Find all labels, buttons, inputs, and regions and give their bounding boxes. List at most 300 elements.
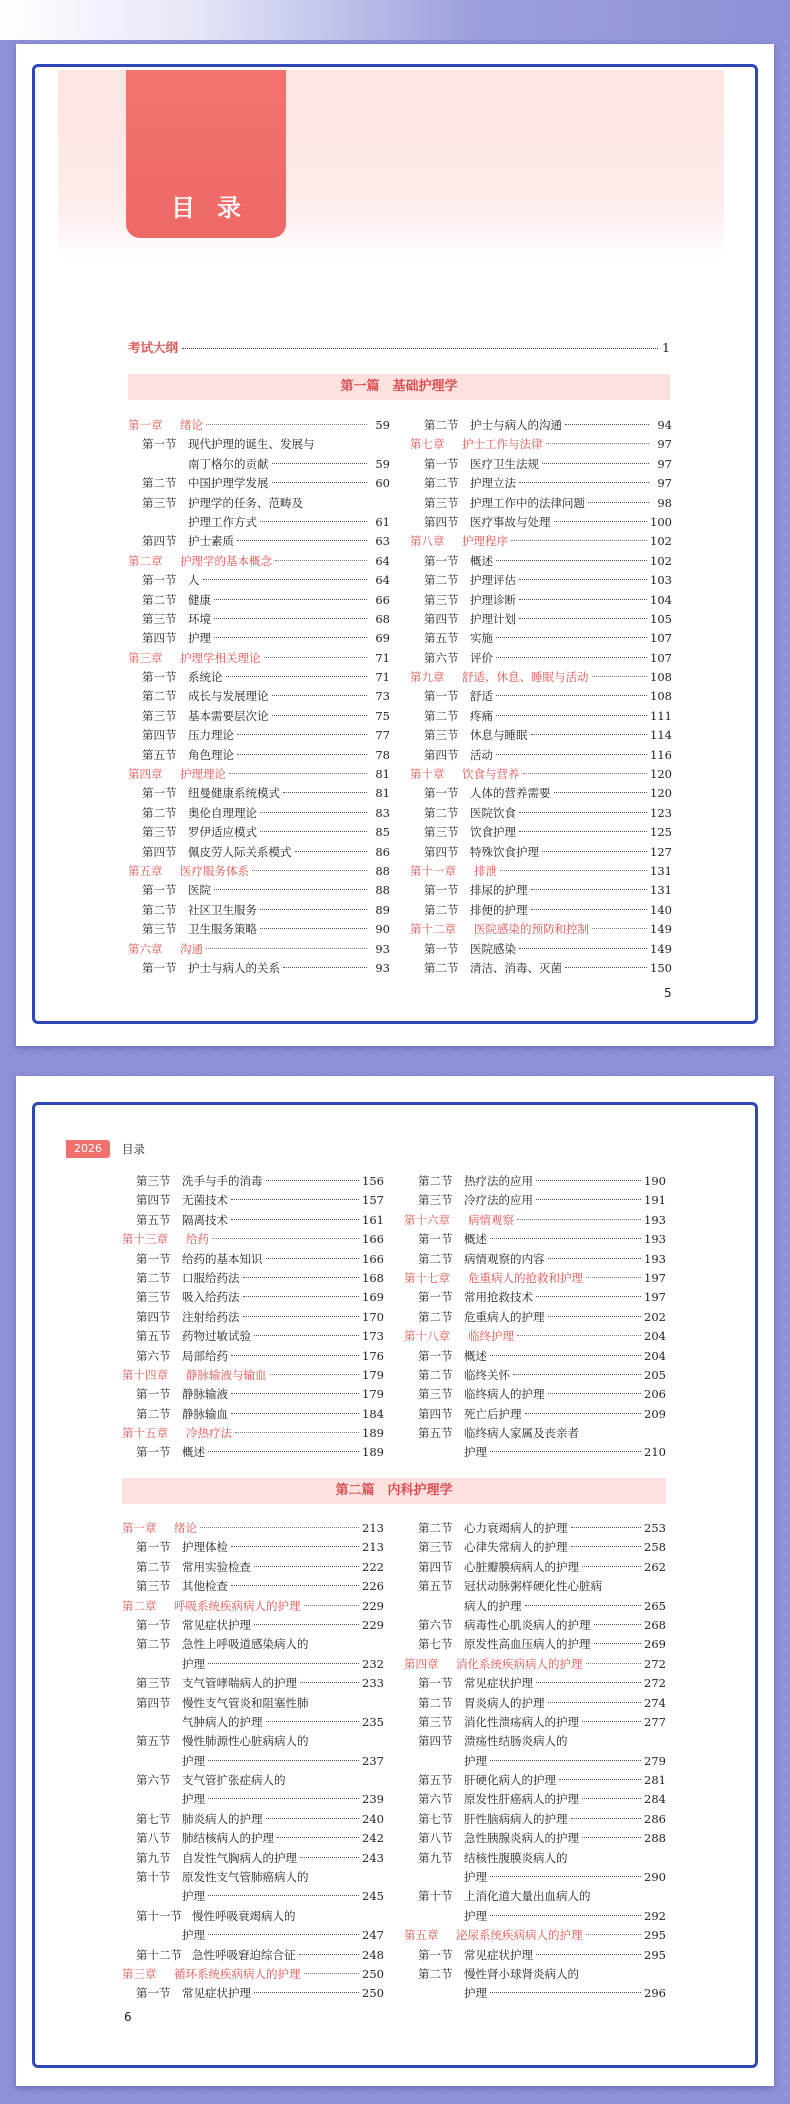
dot-leader bbox=[531, 734, 648, 735]
toc-entry-number: 第五节 bbox=[136, 1734, 171, 1749]
toc-entry-number: 第二节 bbox=[418, 1367, 453, 1382]
outline-entry[interactable] bbox=[128, 338, 670, 356]
toc-chapter-row[interactable] bbox=[128, 552, 390, 571]
toc-continuation-row[interactable] bbox=[122, 1655, 384, 1674]
toc-section-row[interactable] bbox=[410, 746, 672, 765]
dot-leader bbox=[254, 1992, 359, 1993]
toc-entry-title: 病情观察的内容 bbox=[464, 1251, 545, 1266]
toc-section-row[interactable] bbox=[122, 1984, 384, 2003]
toc-section-row[interactable] bbox=[122, 1250, 384, 1269]
toc-entry-title: 舒适、休息、睡眠与活动 bbox=[462, 670, 589, 685]
toc-entry-page: 61 bbox=[375, 514, 390, 529]
toc-entry-page: 88 bbox=[375, 883, 390, 898]
toc-entry-page: 295 bbox=[644, 1928, 666, 1943]
toc-section-row[interactable] bbox=[122, 1732, 384, 1751]
toc-entry-title: 护士与病人的沟通 bbox=[470, 418, 562, 432]
outline-page: 1 bbox=[662, 340, 670, 355]
toc-entry-title: 隔离技术 bbox=[182, 1212, 228, 1227]
toc-section-row[interactable] bbox=[410, 687, 672, 706]
toc-entry-number: 第二节 bbox=[418, 1251, 453, 1266]
toc-entry-page: 98 bbox=[657, 495, 672, 510]
toc-section-row[interactable] bbox=[410, 494, 672, 513]
toc-entry-page: 71 bbox=[375, 650, 390, 665]
dot-leader bbox=[592, 928, 647, 929]
toc-section-row[interactable] bbox=[122, 1269, 384, 1288]
toc-entry-title: 急性上呼吸道感染病人的 bbox=[182, 1637, 309, 1652]
toc-section-row[interactable] bbox=[122, 1868, 384, 1887]
toc-entry-number: 第十四章 bbox=[122, 1367, 168, 1382]
toc-section-row[interactable] bbox=[410, 571, 672, 590]
toc-entry-title: 压力理论 bbox=[188, 728, 234, 743]
toc-entry-page: 100 bbox=[650, 514, 672, 529]
toc-section-row[interactable] bbox=[404, 1674, 666, 1693]
toc-entry-page: 173 bbox=[362, 1329, 384, 1344]
toc-entry-title: 呼吸系统疾病病人的护理 bbox=[174, 1598, 301, 1613]
toc-entry-number: 第一节 bbox=[424, 883, 459, 898]
toc-section-row[interactable] bbox=[404, 1829, 666, 1848]
toc-continuation-row[interactable] bbox=[128, 455, 390, 474]
toc-section-row[interactable] bbox=[404, 1810, 666, 1829]
dot-leader bbox=[272, 482, 368, 483]
toc-section-row[interactable] bbox=[122, 1694, 384, 1713]
toc-continuation-row[interactable] bbox=[404, 1984, 666, 2003]
toc-chapter-row[interactable] bbox=[122, 1965, 384, 1984]
toc-entry-page: 281 bbox=[644, 1773, 666, 1788]
toc-entry-title: 慢性肾小球肾炎病人的 bbox=[464, 1966, 579, 1981]
toc-title: 目录 bbox=[171, 193, 263, 222]
dot-leader bbox=[206, 424, 367, 425]
toc-entry-title: 护士与病人的关系 bbox=[188, 960, 280, 975]
dot-leader bbox=[260, 831, 367, 832]
toc-section-row[interactable] bbox=[128, 435, 390, 454]
toc-section-row[interactable] bbox=[122, 1308, 384, 1327]
toc-entry-number: 第三节 bbox=[136, 1579, 171, 1594]
dot-leader bbox=[295, 851, 368, 852]
toc-chapter-row[interactable] bbox=[128, 765, 390, 784]
toc-section-row[interactable] bbox=[128, 571, 390, 590]
dot-leader bbox=[571, 1818, 642, 1819]
toc-chapter-row[interactable] bbox=[404, 1655, 666, 1674]
toc-section-row[interactable] bbox=[128, 784, 390, 803]
toc-section-row[interactable] bbox=[404, 1558, 666, 1577]
toc-section-row[interactable] bbox=[122, 1771, 384, 1790]
dot-leader bbox=[536, 1954, 641, 1955]
toc-section-row[interactable] bbox=[404, 1230, 666, 1249]
toc-section-row[interactable] bbox=[410, 881, 672, 900]
dot-leader bbox=[231, 1199, 359, 1200]
toc-entry-title: 护理 bbox=[188, 631, 211, 646]
toc-section-row[interactable] bbox=[122, 1558, 384, 1577]
toc-entry-page: 242 bbox=[362, 1831, 384, 1846]
toc-section-row[interactable] bbox=[122, 1443, 384, 1462]
toc-entry-page: 107 bbox=[650, 650, 672, 665]
toc-continuation-row[interactable] bbox=[122, 1790, 384, 1809]
toc-entry-page: 191 bbox=[644, 1193, 666, 1208]
toc-continuation-row[interactable] bbox=[404, 1907, 666, 1926]
toc-entry-title: 基本需要层次论 bbox=[188, 708, 269, 723]
toc-section-row[interactable] bbox=[122, 1191, 384, 1210]
toc-entry-number: 第一节 bbox=[136, 1986, 171, 2001]
toc-section-row[interactable] bbox=[122, 1616, 384, 1635]
toc-entry-title: 排泄 bbox=[474, 863, 497, 878]
toc-entry-page: 166 bbox=[362, 1232, 384, 1247]
toc-section-row[interactable] bbox=[404, 1771, 666, 1790]
toc-chapter-row[interactable] bbox=[404, 1269, 666, 1288]
toc-chapter-row[interactable] bbox=[404, 1211, 666, 1230]
toc-entry-page: 265 bbox=[644, 1598, 666, 1613]
toc-continuation-row[interactable] bbox=[404, 1443, 666, 1462]
toc-section-row[interactable] bbox=[122, 1288, 384, 1307]
toc-entry-title: 医院饮食 bbox=[470, 805, 516, 820]
toc-entry-title: 肺结核病人的护理 bbox=[182, 1831, 274, 1846]
toc-section-row[interactable] bbox=[404, 1946, 666, 1965]
toc-entry-title: 自发性气胸病人的护理 bbox=[182, 1850, 297, 1865]
toc-entry-title: 绪论 bbox=[180, 418, 203, 432]
toc-entry-title: 休息与睡眠 bbox=[470, 728, 528, 743]
toc-entry-number: 第二节 bbox=[418, 1695, 453, 1710]
dot-leader bbox=[260, 928, 367, 929]
toc-entry-title: 饮食与营养 bbox=[462, 767, 520, 782]
toc-entry-title: 临终病人家属及丧亲者 bbox=[464, 1426, 579, 1441]
toc-section-row[interactable] bbox=[410, 940, 672, 959]
toc-entry-title: 护理工作方式 bbox=[188, 514, 257, 529]
dot-leader bbox=[254, 1566, 359, 1567]
toc-section-row[interactable] bbox=[404, 1635, 666, 1654]
toc-entry-number: 第二节 bbox=[424, 708, 459, 723]
toc-section-row[interactable] bbox=[404, 1385, 666, 1404]
toc-chapter-row[interactable] bbox=[122, 1424, 384, 1443]
toc-section-row[interactable] bbox=[128, 726, 390, 745]
toc-continuation-row[interactable] bbox=[404, 1752, 666, 1771]
toc-chapter-row[interactable] bbox=[128, 416, 390, 435]
toc-section-row[interactable] bbox=[404, 1616, 666, 1635]
toc-entry-title: 常见症状护理 bbox=[182, 1617, 251, 1632]
toc-entry-page: 86 bbox=[375, 844, 390, 859]
toc-continuation-row[interactable] bbox=[128, 513, 390, 532]
toc-entry-page: 149 bbox=[650, 922, 672, 937]
toc-entry-page: 131 bbox=[650, 883, 672, 898]
dot-leader bbox=[490, 1355, 641, 1356]
toc-chapter-row[interactable] bbox=[122, 1366, 384, 1385]
toc-section-row[interactable] bbox=[410, 552, 672, 571]
toc-section-row[interactable] bbox=[404, 1308, 666, 1327]
toc-entry-title: 病情观察 bbox=[468, 1212, 514, 1227]
toc-entry-page: 103 bbox=[650, 573, 672, 588]
dot-leader bbox=[208, 1760, 359, 1761]
toc-entry-number: 第四节 bbox=[136, 1309, 171, 1324]
toc-entry-page: 78 bbox=[375, 747, 390, 762]
dot-leader bbox=[208, 1934, 359, 1935]
toc-section-row[interactable] bbox=[128, 746, 390, 765]
toc-entry-number: 第一节 bbox=[424, 456, 459, 471]
toc-entry-title: 护理 bbox=[464, 1908, 487, 1923]
toc-entry-page: 75 bbox=[375, 708, 390, 723]
toc-section-row[interactable] bbox=[128, 881, 390, 900]
toc-section-row[interactable] bbox=[410, 804, 672, 823]
toc-section-row[interactable] bbox=[404, 1965, 666, 1984]
toc-entry-title: 护理 bbox=[464, 1445, 487, 1460]
toc-entry-title: 中国护理学发展 bbox=[188, 476, 269, 491]
toc-section-row[interactable] bbox=[128, 629, 390, 648]
dot-leader bbox=[511, 540, 647, 541]
toc-continuation-row[interactable] bbox=[122, 1752, 384, 1771]
toc-entry-title: 医院感染 bbox=[470, 941, 516, 956]
toc-chapter-row[interactable] bbox=[128, 940, 390, 959]
dot-leader bbox=[525, 1413, 642, 1414]
toc-section-row[interactable] bbox=[128, 474, 390, 493]
toc-section-row[interactable] bbox=[404, 1366, 666, 1385]
dot-leader bbox=[519, 812, 647, 813]
toc-section-row[interactable] bbox=[122, 1327, 384, 1346]
toc-entry-page: 284 bbox=[644, 1792, 666, 1807]
toc-section-row[interactable] bbox=[410, 455, 672, 474]
dot-leader bbox=[490, 1915, 641, 1916]
toc-entry-page: 209 bbox=[644, 1406, 666, 1421]
toc-section-row[interactable] bbox=[122, 1172, 384, 1191]
toc-section-row[interactable] bbox=[410, 784, 672, 803]
toc-section-row[interactable] bbox=[404, 1577, 666, 1596]
dot-leader bbox=[237, 540, 367, 541]
toc-section-row[interactable] bbox=[128, 823, 390, 842]
toc-section-row[interactable] bbox=[410, 726, 672, 745]
toc-section-row[interactable] bbox=[404, 1424, 666, 1443]
toc-section-row[interactable] bbox=[128, 920, 390, 939]
toc-section-row[interactable] bbox=[404, 1538, 666, 1557]
dot-leader bbox=[586, 1934, 642, 1935]
toc-section-row[interactable] bbox=[410, 959, 672, 978]
toc-entry-page: 274 bbox=[644, 1695, 666, 1710]
toc-continuation-row[interactable] bbox=[122, 1926, 384, 1945]
toc-entry-page: 102 bbox=[650, 553, 672, 568]
toc-chapter-row[interactable] bbox=[410, 862, 672, 881]
toc-entry-number: 第二节 bbox=[424, 573, 459, 588]
toc-chapter-row[interactable] bbox=[128, 862, 390, 881]
dot-leader bbox=[490, 1992, 641, 1993]
toc-entry-title: 静脉输液 bbox=[182, 1387, 228, 1402]
toc-section-row[interactable] bbox=[404, 1790, 666, 1809]
toc-section-row[interactable] bbox=[404, 1172, 666, 1191]
toc-continuation-row[interactable] bbox=[122, 1887, 384, 1906]
toc-entry-page: 268 bbox=[644, 1617, 666, 1632]
toc-section-row[interactable] bbox=[410, 610, 672, 629]
toc-section-row[interactable] bbox=[410, 513, 672, 532]
toc-entry-number: 第一节 bbox=[424, 689, 459, 704]
toc-section-row[interactable] bbox=[410, 843, 672, 862]
toc-entry-page: 93 bbox=[375, 941, 390, 956]
toc-entry-page: 193 bbox=[644, 1251, 666, 1266]
dot-leader bbox=[266, 1818, 360, 1819]
toc-chapter-row[interactable] bbox=[410, 532, 672, 551]
toc-chapter-row[interactable] bbox=[122, 1597, 384, 1616]
toc-entry-page: 149 bbox=[650, 941, 672, 956]
toc-section-row[interactable] bbox=[128, 494, 390, 513]
toc-section-row[interactable] bbox=[122, 1849, 384, 1868]
toc-section-row[interactable] bbox=[122, 1385, 384, 1404]
toc-section-row[interactable] bbox=[404, 1849, 666, 1868]
toc-section-row[interactable] bbox=[122, 1946, 384, 1965]
toc-section-row[interactable] bbox=[410, 823, 672, 842]
toc-continuation-row[interactable] bbox=[404, 1597, 666, 1616]
dot-leader bbox=[266, 1180, 360, 1181]
toc-entry-number: 第一节 bbox=[418, 1676, 453, 1691]
dot-leader bbox=[252, 870, 367, 871]
toc-chapter-row[interactable] bbox=[410, 435, 672, 454]
dot-leader bbox=[214, 889, 367, 890]
toc-continuation-row[interactable] bbox=[404, 1868, 666, 1887]
dot-leader bbox=[214, 637, 367, 638]
toc-entry-page: 120 bbox=[650, 786, 672, 801]
toc-section-row[interactable] bbox=[410, 901, 672, 920]
dot-leader bbox=[571, 1527, 642, 1528]
toc-entry-page: 89 bbox=[375, 902, 390, 917]
toc-section-row[interactable] bbox=[122, 1211, 384, 1230]
year-badge: 2026 bbox=[66, 1140, 110, 1158]
toc-entry-title: 消化系统疾病病人的护理 bbox=[456, 1656, 583, 1671]
toc-entry-page: 69 bbox=[375, 631, 390, 646]
toc-entry-page: 111 bbox=[650, 708, 672, 723]
toc-entry-title: 吸入给药法 bbox=[182, 1290, 240, 1305]
toc-section-row[interactable] bbox=[128, 610, 390, 629]
dot-leader bbox=[214, 618, 367, 619]
toc-section-row[interactable] bbox=[128, 959, 390, 978]
toc-chapter-row[interactable] bbox=[122, 1519, 384, 1538]
toc-section-row[interactable] bbox=[404, 1694, 666, 1713]
toc-entry-title: 饮食护理 bbox=[470, 825, 516, 840]
toc-section-row[interactable] bbox=[410, 591, 672, 610]
toc-entry-title: 护士素质 bbox=[188, 534, 234, 549]
toc-entry-page: 202 bbox=[644, 1309, 666, 1324]
toc-entry-title: 冷疗法的应用 bbox=[464, 1193, 533, 1208]
toc-entry-number: 第二节 bbox=[142, 476, 177, 491]
toc-section-row[interactable] bbox=[128, 901, 390, 920]
toc-entry-number: 第四节 bbox=[142, 728, 177, 743]
toc-section-row[interactable] bbox=[404, 1732, 666, 1751]
toc-entry-number: 第十章 bbox=[410, 767, 445, 782]
toc-entry-title: 护理计划 bbox=[470, 611, 516, 626]
toc-chapter-row[interactable] bbox=[410, 765, 672, 784]
toc-entry-number: 第八章 bbox=[410, 534, 445, 549]
toc-section-row[interactable] bbox=[404, 1405, 666, 1424]
toc-chapter-row[interactable] bbox=[404, 1926, 666, 1945]
toc-section-row[interactable] bbox=[410, 416, 672, 435]
toc-entry-title: 危重病人的抢救和护理 bbox=[468, 1270, 583, 1285]
toc-entry-page: 292 bbox=[644, 1908, 666, 1923]
toc-entry-page: 226 bbox=[362, 1579, 384, 1594]
toc-entry-title: 活动 bbox=[470, 747, 493, 762]
toc-entry-title: 泌尿系统疾病病人的护理 bbox=[456, 1928, 583, 1943]
dot-leader bbox=[586, 1277, 641, 1278]
dot-leader bbox=[565, 967, 647, 968]
toc-entry-number: 第一节 bbox=[142, 883, 177, 898]
toc-entry-page: 116 bbox=[650, 747, 672, 762]
toc-section-row[interactable] bbox=[404, 1250, 666, 1269]
toc-section-row[interactable] bbox=[404, 1288, 666, 1307]
toc-entry-number: 第六节 bbox=[136, 1348, 171, 1363]
toc-section-row[interactable] bbox=[128, 591, 390, 610]
dot-leader bbox=[243, 1277, 360, 1278]
dot-leader bbox=[243, 1296, 360, 1297]
dot-leader bbox=[546, 443, 650, 444]
toc-entry-number: 第六节 bbox=[424, 650, 459, 665]
toc-entry-number: 第一节 bbox=[424, 786, 459, 801]
dot-leader bbox=[548, 1702, 642, 1703]
toc-section-row[interactable] bbox=[410, 707, 672, 726]
toc-entry-number: 第一节 bbox=[418, 1947, 453, 1962]
toc-section-row[interactable] bbox=[122, 1829, 384, 1848]
toc-continuation-row[interactable] bbox=[122, 1713, 384, 1732]
toc-entry-title: 临终护理 bbox=[468, 1329, 514, 1344]
toc-section-row[interactable] bbox=[404, 1191, 666, 1210]
toc-section-row[interactable] bbox=[122, 1538, 384, 1557]
toc-section-row[interactable] bbox=[128, 804, 390, 823]
dot-leader bbox=[243, 1316, 360, 1317]
toc-chapter-row[interactable] bbox=[404, 1327, 666, 1346]
toc-section-row[interactable] bbox=[128, 668, 390, 687]
toc-entry-number: 第四节 bbox=[136, 1193, 171, 1208]
toc-section-row[interactable] bbox=[122, 1810, 384, 1829]
toc-entry-page: 64 bbox=[375, 553, 390, 568]
toc-entry-page: 71 bbox=[375, 670, 390, 685]
toc-entry-number: 第三节 bbox=[142, 708, 177, 723]
toc-entry-title: 原发性支气管肺癌病人的 bbox=[182, 1870, 309, 1885]
toc-chapter-row[interactable] bbox=[410, 920, 672, 939]
toc-section-row[interactable] bbox=[122, 1347, 384, 1366]
toc-entry-number: 第九节 bbox=[418, 1850, 453, 1865]
toc-section-row[interactable] bbox=[404, 1887, 666, 1906]
toc-section-row[interactable] bbox=[122, 1907, 384, 1926]
toc-section-row[interactable] bbox=[122, 1405, 384, 1424]
toc-section-row[interactable] bbox=[404, 1713, 666, 1732]
toc-entry-number: 第三节 bbox=[136, 1174, 171, 1188]
dot-leader bbox=[519, 831, 647, 832]
toc-section-row[interactable] bbox=[128, 532, 390, 551]
dot-leader bbox=[542, 851, 647, 852]
toc-entry-title: 纽曼健康系统模式 bbox=[188, 786, 280, 801]
toc-entry-page: 245 bbox=[362, 1889, 384, 1904]
toc-section-row[interactable] bbox=[410, 474, 672, 493]
toc-section-row[interactable] bbox=[128, 707, 390, 726]
toc-chapter-row[interactable] bbox=[128, 649, 390, 668]
toc-chapter-row[interactable] bbox=[410, 668, 672, 687]
toc-entry-title: 排尿的护理 bbox=[470, 883, 528, 898]
toc-entry-title: 人 bbox=[188, 573, 200, 588]
toc-entry-page: 247 bbox=[362, 1928, 384, 1943]
toc-section-row[interactable] bbox=[122, 1635, 384, 1654]
dot-leader bbox=[542, 463, 649, 464]
toc-entry-number: 第五节 bbox=[418, 1426, 453, 1441]
toc-section-row[interactable] bbox=[128, 843, 390, 862]
toc-entry-page: 170 bbox=[362, 1309, 384, 1324]
toc-section-row[interactable] bbox=[122, 1674, 384, 1693]
toc-chapter-row[interactable] bbox=[122, 1230, 384, 1249]
toc-entry-number: 第二节 bbox=[418, 1309, 453, 1324]
toc-entry-page: 229 bbox=[362, 1617, 384, 1632]
toc-entry-number: 第六节 bbox=[418, 1792, 453, 1807]
dot-leader bbox=[260, 909, 367, 910]
toc-section-row[interactable] bbox=[128, 687, 390, 706]
dot-leader bbox=[270, 1374, 360, 1375]
toc-section-row[interactable] bbox=[122, 1577, 384, 1596]
running-head: 目录 bbox=[122, 1142, 145, 1156]
toc-section-row[interactable] bbox=[404, 1519, 666, 1538]
toc-entry-title: 护理工作中的法律问题 bbox=[470, 495, 585, 510]
toc-section-row[interactable] bbox=[404, 1347, 666, 1366]
dot-leader bbox=[496, 754, 647, 755]
dot-leader bbox=[304, 1605, 360, 1606]
dot-leader bbox=[203, 579, 368, 580]
toc-section-row[interactable] bbox=[410, 629, 672, 648]
toc-section-row[interactable] bbox=[410, 649, 672, 668]
